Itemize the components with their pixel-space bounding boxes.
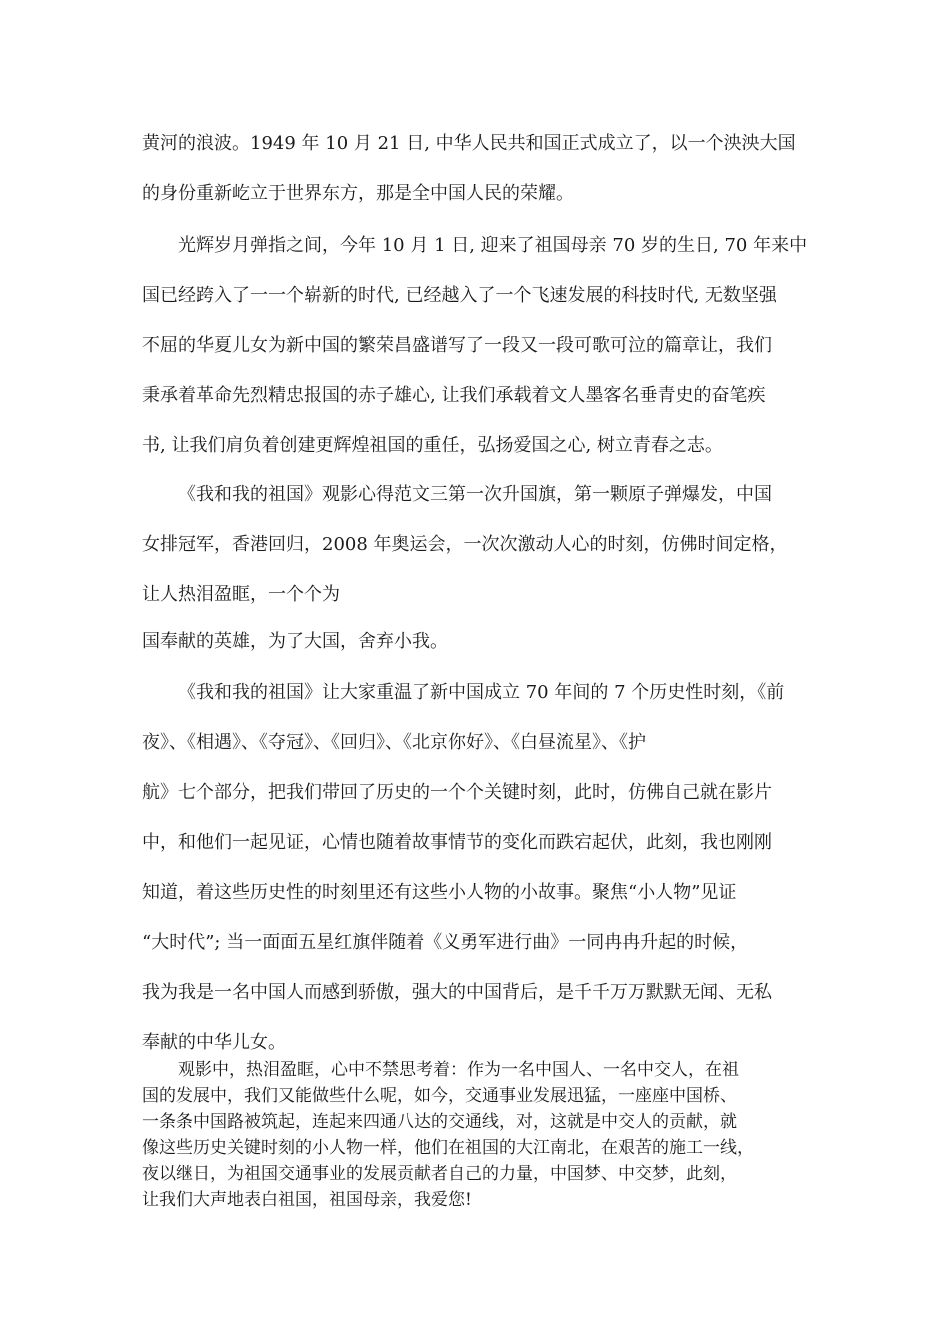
text-line: 的身份重新屹立于世界东方，那是全中国人民的荣耀。 (142, 183, 574, 204)
text-line: 书, 让我们肩负着创建更辉煌祖国的重任，弘扬爱国之心, 树立青春之志。 (142, 435, 723, 456)
paragraph-1 (142, 119, 822, 219)
text-line: 让人热泪盈眶，一个个为 (142, 584, 340, 605)
text-line: 《我和我的祖国》观影心得范文三第一次升国旗，第一颗原子弹爆发，中国 (178, 484, 772, 505)
paragraph-2 (142, 221, 822, 471)
text-line: 夜》、《相遇》、《夺冠》、《回归》、《北京你好》、《白昼流星》、《护 (142, 732, 646, 753)
text-line: 奉献的中华儿女。 (142, 1032, 286, 1053)
text-line: 让我们大声地表白祖国，祖国母亲，我爱您! (142, 1190, 472, 1210)
text-line: 国已经跨入了一一个崭新的时代, 已经越入了一个飞速发展的科技时代, 无数坚强 (142, 285, 777, 306)
text-line: 国的发展中，我们又能做些什么呢，如今，交通事业发展迅猛，一座座中国桥、 (142, 1086, 737, 1106)
text-line: 秉承着革命先烈精忠报国的赤子雄心, 让我们承载着文人墨客名垂青史的奋笔疾 (142, 385, 766, 406)
text-line: 中，和他们一起见证，心情也随着故事情节的变化而跌宕起伏，此刻，我也刚刚 (142, 832, 772, 853)
text-line: 一条条中国路被筑起，连起来四通八达的交通线，对，这就是中交人的贡献，就 (142, 1112, 737, 1132)
paragraph-6 (142, 1057, 822, 1213)
text-line: 我为我是一名中国人而感到骄傲，强大的中国背后，是千千万万默默无闻、无私 (142, 982, 772, 1003)
text-line: 不屈的华夏儿女为新中国的繁荣昌盛谱写了一段又一段可歌可泣的篇章让，我们 (142, 335, 772, 356)
text-line: 女排冠军，香港回归，2008 年奥运会，一次次激动人心的时刻，仿佛时间定格， (142, 534, 788, 555)
text-line: 观影中，热泪盈眶，心中不禁思考着：作为一名中国人、一名中交人，在祖 (178, 1060, 739, 1080)
text-line: “大时代”; 当一面面五星红旗伴随着《义勇军进行曲》一同冉冉升起的时候， (142, 932, 749, 953)
text-line: 像这些历史关键时刻的小人物一样，他们在祖国的大江南北，在艰苦的施工一线， (142, 1138, 754, 1158)
text-line: 夜以继日，为祖国交通事业的发展贡献者自己的力量，中国梦、中交梦，此刻， (142, 1164, 737, 1184)
text-line: 知道，着这些历史性的时刻里还有这些小人物的小故事。聚焦“小人物”见证 (142, 882, 737, 903)
text-line: 光辉岁月弹指之间，今年 10 月 1 日, 迎来了祖国母亲 70 岁的生日, 70 年来中 (178, 235, 808, 256)
paragraph-4 (142, 617, 822, 667)
paragraph-3 (142, 470, 822, 620)
text-line: 《我和我的祖国》让大家重温了新中国成立 70 年间的 7 个历史性时刻，《前 (178, 682, 785, 703)
text-line: 航》七个部分，把我们带回了历史的一个个关键时刻，此时，仿佛自己就在影片 (142, 782, 772, 803)
text-line: 黄河的浪波。1949 年 10 月 21 日, 中华人民共和国正式成立了，以一个泱泱大国 (142, 133, 796, 154)
paragraph-5 (142, 668, 822, 1068)
text-line: 国奉献的英雄，为了大国，舍弃小我。 (142, 631, 448, 652)
